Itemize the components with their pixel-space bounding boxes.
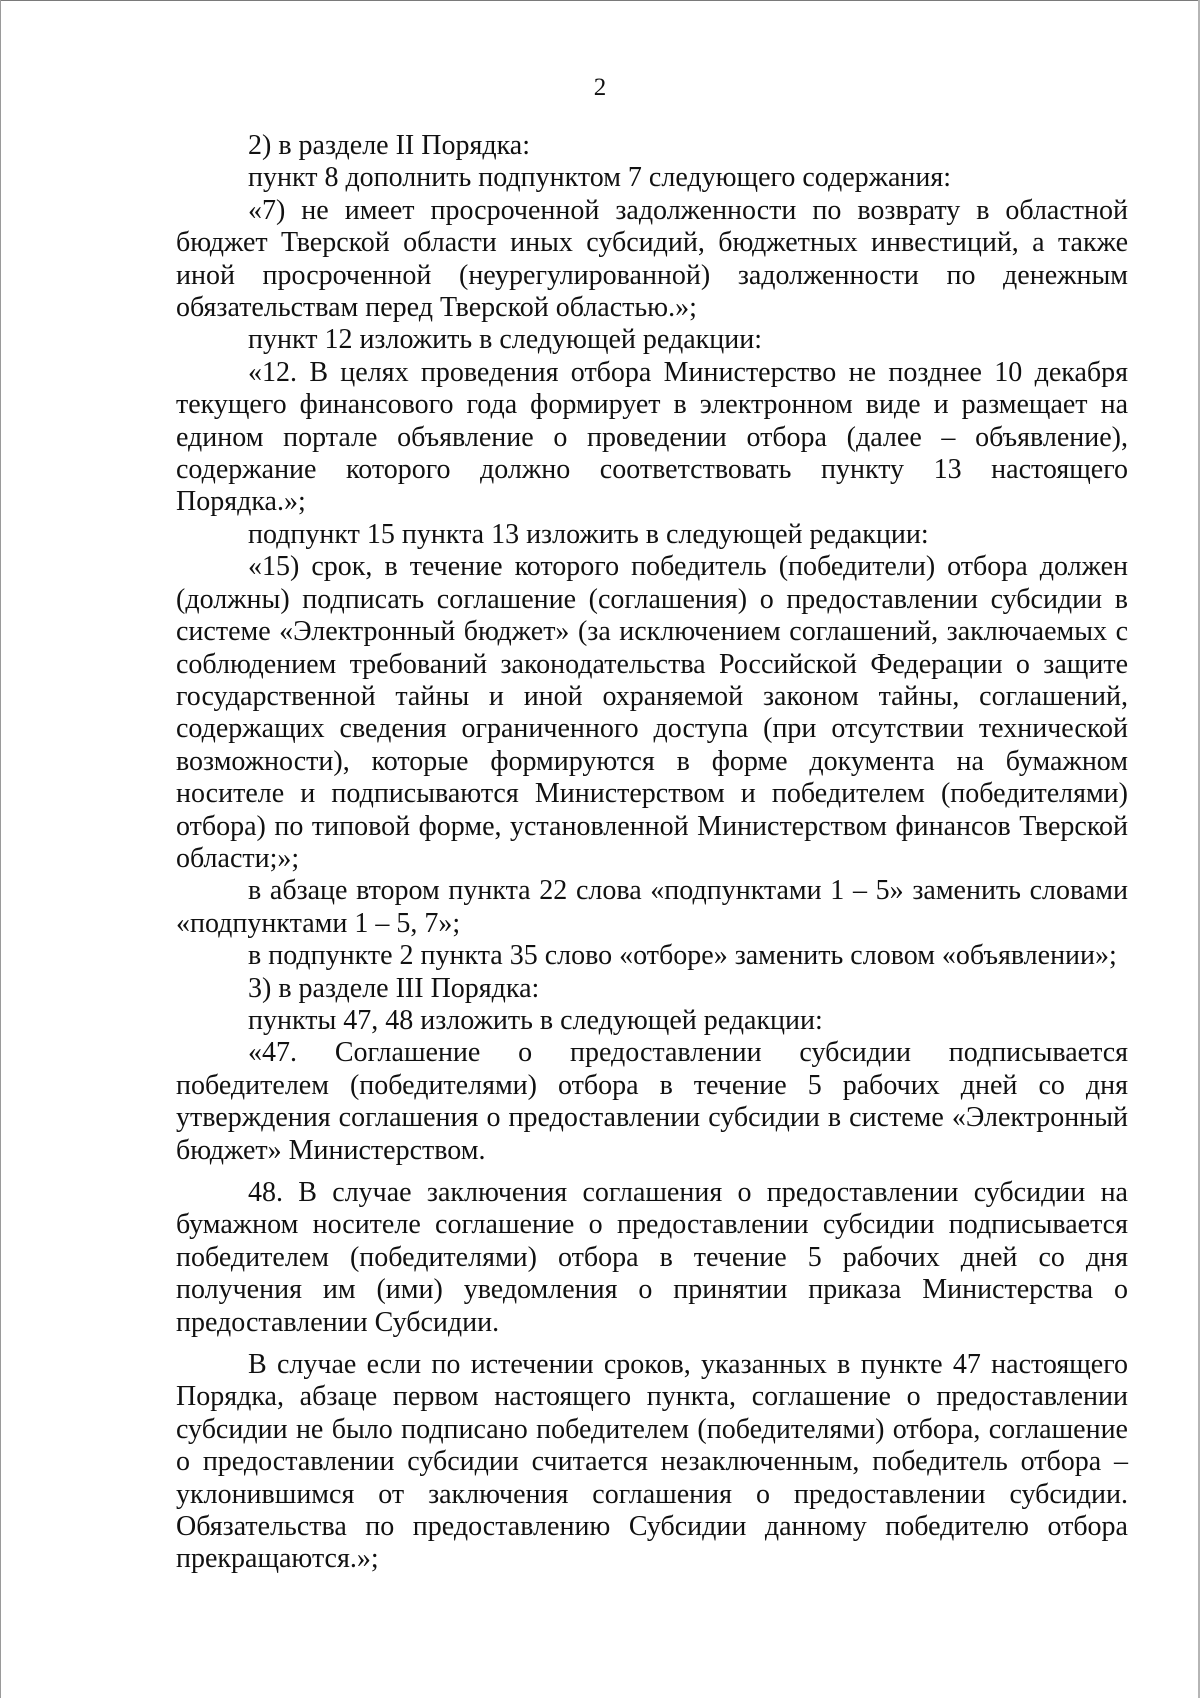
paragraph-point-35-change: в подпункте 2 пункта 35 слово «отборе» заменить словом «объявлении»;: [248, 940, 1117, 972]
paragraph-point-48: 48. В случае заключения соглашения о предоставлении субсидии на бумажном носителе соглашение о предоставлении субсидии подписывается победителем (победителями) отбора в течение 5 рабочих дней со дня получения им (ими) уведомления о принятии приказа Министерства о предоставлении Субсидии.: [176, 1177, 1128, 1338]
paragraph-section-ii-heading: 2) в разделе II Порядка:: [248, 130, 530, 161]
document-body: [176, 130, 1128, 1576]
paragraph-point-12: «12. В целях проведения отбора Министерство не позднее 10 декабря текущего финансового года формирует в электронном виде и размещает на едином портале объявление о проведении отбора (далее – объявление), содержание которого должно соответствовать пункту 13 настоящего Порядка.»;: [176, 356, 1128, 518]
paragraph-point-8-intro: пункт 8 дополнить подпунктом 7 следующего содержания:: [248, 162, 952, 194]
scan-edge-top: [0, 0, 1200, 1]
paragraph-subpoint-7: «7) не имеет просроченной задолженности по возврату в областной бюджет Тверской области иных субсидий, бюджетных инвестиций, а также иной просроченной (неурегулированной) задолженности по денежным обязательствам перед Тверской областью.»;: [176, 194, 1128, 324]
paragraph-point-48-second: В случае если по истечении сроков, указанных в пункте 47 настоящего Порядка, абзаце первом настоящего пункта, соглашение о предоставлении субсидии не было подписано победителем (победителями) отбора, соглашение о предоставлении субсидии считается незаключенным, победитель отбора – уклонившимся от заключения соглашения о предоставлении субсидии. Обязательства по предоставлению Субсидии данному победителю отбора прекращаются.»;: [176, 1349, 1128, 1575]
paragraph-point-22-change: в абзаце втором пункта 22 слова «подпунктами 1 – 5» заменить словами «подпунктами 1 – 5, 7»;: [176, 875, 1128, 939]
paragraph-subpoint-15: «15) срок, в течение которого победитель (победители) отбора должен (должны) подписать соглашение (соглашения) о предоставлении субсидии в системе «Электронный бюджет» (за исключением соглашений, заключаемых с соблюдением требований законодательства Российской Федерации о защите государственной тайны и иной охраняемой законом тайны, соглашений, содержащих сведения ограниченного доступа (при отсутствии технической возможности), которые формируются в форме документа на бумажном носителе и подписываются Министерством и победителем (победителями) отбора) по типовой форме, установленной Министерством финансов Тверской области;»;: [176, 551, 1128, 874]
paragraph-subpoint-15-intro: подпункт 15 пункта 13 изложить в следующей редакции:: [248, 518, 929, 550]
paragraph-section-iii-heading: 3) в разделе III Порядка:: [248, 972, 540, 1004]
paragraph-points-47-48-intro: пункты 47, 48 изложить в следующей редакции:: [248, 1004, 823, 1036]
paragraph-point-47: «47. Соглашение о предоставлении субсидии подписывается победителем (победителями) отбора в течение 5 рабочих дней со дня утверждения соглашения о предоставлении субсидии в системе «Электронный бюджет» Министерством.: [176, 1037, 1128, 1166]
page-number: 2: [593, 74, 607, 101]
scan-edge-left: [0, 0, 1, 1698]
paragraph-point-12-intro: пункт 12 изложить в следующей редакции:: [248, 324, 762, 356]
